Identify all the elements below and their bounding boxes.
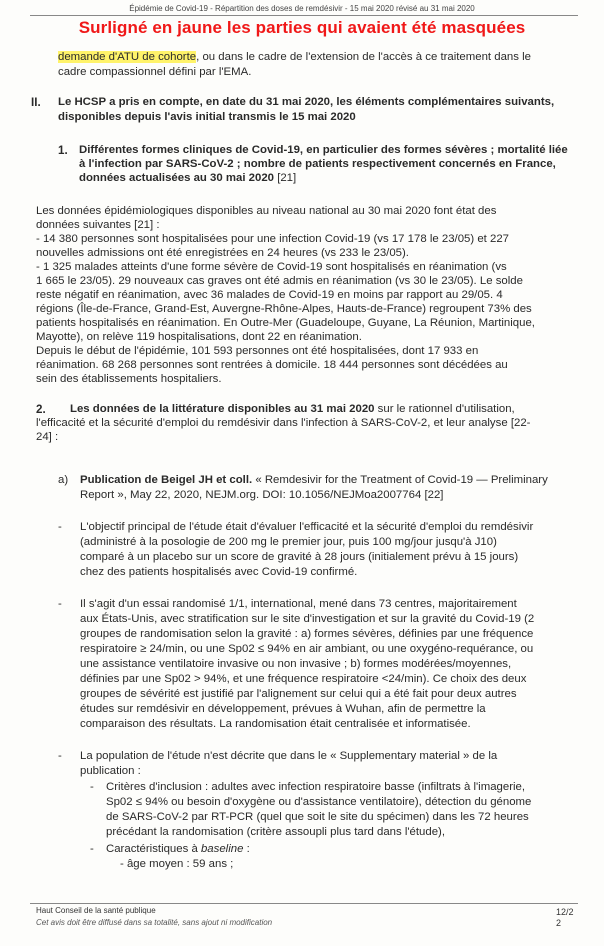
item-a-line-2: Report », May 22, 2020, NEJM.org. DOI: 10.1056/NEJMoa2007764 [22] xyxy=(80,489,444,501)
item2-line-3: 24] : xyxy=(36,431,59,443)
item1-heading-line-1: Différentes formes cliniques de Covid-19, en particulier des formes sévères ; mortalité liée xyxy=(79,144,568,156)
list-dash: - xyxy=(58,750,62,762)
item2-line-2: l'efficacité et la sécurité d'emploi du remdésivir dans l'infection à SARS-CoV-2, et leur analyse [22- xyxy=(36,417,531,429)
list-dash: - xyxy=(58,598,62,610)
epi-line: - 14 380 personnes sont hospitalisées pour une infection Covid-19 (vs 17 178 le 23/05) et 227 xyxy=(36,233,510,245)
trial-line: Il s'agit d'un essai randomisé 1/1, international, mené dans 73 centres, majoritairement xyxy=(80,598,517,610)
epi-line: - 1 325 malades atteints d'une forme sévère de Covid-19 sont hospitalisés en réanimation (vs xyxy=(36,261,507,273)
baseline-age: - âge moyen : 59 ans ; xyxy=(120,858,234,870)
objective-line: chez des patients hospitalisés avec Covid-19 confirmé. xyxy=(80,566,358,578)
footer-rule xyxy=(30,903,578,904)
epi-line: 1 665 le 23/05). 29 nouveaux cas graves ont été admis en réanimation (vs 30 le 23/05). Le solde xyxy=(36,275,523,287)
item1-heading-line-2: à l'infection par SARS-CoV-2 ; nombre de patients respectivement concernés en France, xyxy=(79,158,556,170)
inclusion-line: Sp02 ≤ 94% ou besoin d'oxygène ou d'assistance ventilatoire), détection du génome xyxy=(106,796,532,808)
trial-line: études sur remdésivir en développement, prévues à Wuhan, afin de permettre la xyxy=(80,703,486,715)
running-head: Épidémie de Covid-19 - Répartition des doses de remdésivir - 15 mai 2020 révisé au 31 mai 2020 xyxy=(129,4,475,13)
section-heading-line-1: Le HCSP a pris en compte, en date du 31 mai 2020, les éléments complémentaires suivants, xyxy=(58,96,555,108)
population-line: La population de l'étude n'est décrite que dans le « Supplementary material » de la xyxy=(80,750,498,762)
list-dash: - xyxy=(58,521,62,533)
sub-list-dash: - xyxy=(90,781,94,793)
trial-line: une assistance ventilatoire invasive ou non invasive ; b) formes modérées/moyennes, xyxy=(80,658,512,670)
reference: [21] xyxy=(277,172,297,184)
section-heading-line-2: disponibles depuis l'avis initial transmis le 15 mai 2020 xyxy=(58,111,356,123)
trial-line: groupes de randomisation selon la gravité : a) formes sévères, définies par une fréquence xyxy=(80,628,534,640)
trial-line: respiratoire ≥ 24/min, ou une Sp02 ≤ 94% en air ambiant, ou une oxygéno-requérance, ou xyxy=(80,643,534,655)
epi-line: Mayotte), on relève 119 hospitalisations, dont 22 en réanimation. xyxy=(36,331,362,343)
inclusion-line: précédant la randomisation (critère assoupli plus tard dans l'étude), xyxy=(106,826,446,838)
epi-line: reste négatif en réanimation, avec 36 malades de Covid-19 en moins par rapport au 29/05. 4 xyxy=(36,289,503,301)
top-paragraph-line-2: cadre compassionnel défini par l'EMA. xyxy=(58,66,252,78)
trial-line: définies par une Sp02 > 94%, et une fréquence respiratoire <24/min). Ce choix des deux xyxy=(80,673,527,685)
item-number: 2. xyxy=(36,403,46,416)
epi-line: sein des établissements hospitaliers. xyxy=(36,373,222,385)
objective-line: L'objectif principal de l'étude était d'évaluer l'efficacité et la sécurité d'emploi du remdésivir xyxy=(80,521,534,533)
highlighted-text: demande d'ATU de cohorte xyxy=(58,51,197,63)
population-line: publication : xyxy=(80,765,141,777)
baseline-heading: Caractéristiques à baseline : xyxy=(106,843,250,855)
objective-line: (administré à la posologie de 200 mg le premier jour, puis 100 mg/jour jusqu'à J10) xyxy=(80,536,497,548)
footer-organization: Haut Conseil de la santé publique xyxy=(36,906,156,915)
epi-line: patients hospitalisés en réanimation. En Outre-Mer (Guadeloupe, Guyane, La Réunion, Martinique, xyxy=(36,317,535,329)
trial-line: comparaison des résultats. La randomisation était centralisée et informatisée. xyxy=(80,718,471,730)
epi-line: Les données épidémiologiques disponibles au niveau national au 30 mai 2020 font état des xyxy=(36,205,497,217)
page-number: 12/2 2 xyxy=(556,907,574,928)
item-number: 1. xyxy=(58,144,68,157)
annotation-banner: Surligné en jaune les parties qui avaient été masquées xyxy=(78,18,526,37)
item2-line-1: Les données de la littérature disponibles au 31 mai 2020 sur le rationnel d'utilisation, xyxy=(70,403,515,415)
objective-line: comparé à un placebo sur un score de gravité à 28 jours (initialement prévu à 15 jours) xyxy=(80,551,519,563)
inclusion-line: Critères d'inclusion : adultes avec infection respiratoire basse (infiltrats à l'imagerie, xyxy=(106,781,526,793)
epi-line: nouvelles admissions ont été enregistrées en 24 heures (vs 233 le 23/05). xyxy=(36,247,409,259)
trial-line: groupes de sévérité est justifié par l'alignement sur celui qui a été fait pour deux autres xyxy=(80,688,517,700)
section-number: II. xyxy=(31,96,41,109)
footer-notice: Cet avis doit être diffusé dans sa totalité, sans ajout ni modification xyxy=(36,918,273,927)
item-letter: a) xyxy=(58,474,69,486)
trial-line: aux États-Unis, avec stratification sur le site d'investigation et sur la gravité du Covid-19 (2 xyxy=(80,613,535,625)
sub-list-dash: - xyxy=(90,843,94,855)
header-rule xyxy=(30,15,578,16)
top-paragraph-line-1: demande d'ATU de cohorte, ou dans le cadre de l'extension de l'accès à ce traitement dans le xyxy=(58,51,531,63)
inclusion-line: de SARS-CoV-2 par RT-PCR (quel que soit le site du spécimen) dans les 72 heures xyxy=(106,811,529,823)
epi-line: régions (Île-de-France, Grand-Est, Auvergne-Rhône-Alpes, Hauts-de-France) regroupent 73% des xyxy=(36,303,532,315)
item1-heading-line-3: données actualisées au 30 mai 2020 xyxy=(79,172,275,184)
item-a-line-1: Publication de Beigel JH et coll. « Remdesivir for the Treatment of Covid-19 — Preliminary xyxy=(80,474,548,486)
epi-line: réanimation. 68 268 personnes sont rentrées à domicile. 18 444 personnes sont décédées au xyxy=(36,359,508,371)
epi-line: Depuis le début de l'épidémie, 101 593 personnes ont été hospitalisées, dont 17 933 en xyxy=(36,345,479,357)
epi-line: données suivantes [21] : xyxy=(36,219,160,231)
